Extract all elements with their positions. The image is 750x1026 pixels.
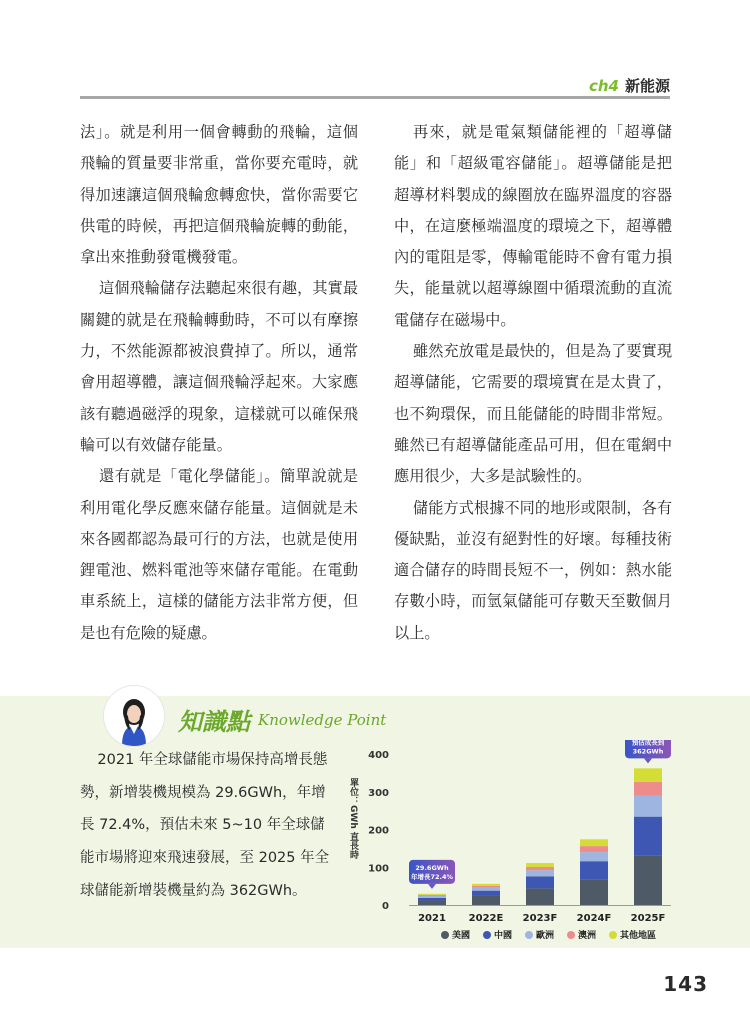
bar-segment-美國: [472, 896, 500, 905]
bar-segment-澳洲: [580, 846, 608, 852]
bar-segment-澳洲: [472, 886, 500, 888]
annotation-text: 預估成長到: [631, 740, 665, 747]
annotation-text: 29.6GWh: [415, 863, 449, 872]
paragraph: 儲能方式根據不同的地形或限制，各有優缺點，並沒有絕對性的好壞。每種技術適合儲存的時間長短不一，例如：熱水能存數小時，而氫氣儲能可存數天至數個月以上。: [394, 498, 672, 642]
annotation-text: 年增長72.4%: [410, 872, 454, 881]
bar-segment-其他地區: [418, 894, 446, 895]
bar-segment-美國: [526, 888, 554, 905]
bar-segment-歐洲: [526, 870, 554, 876]
annotation-pointer: [428, 884, 436, 889]
knowledge-point-subtitle: Knowledge Point: [258, 711, 387, 729]
bar-segment-美國: [418, 900, 446, 905]
legend-label: 歐洲: [536, 931, 555, 941]
legend-swatch: [525, 931, 533, 939]
annotation-text: 362GWh: [632, 747, 664, 756]
bar-segment-澳洲: [418, 895, 446, 896]
legend-swatch: [609, 931, 617, 939]
bar-segment-中國: [418, 898, 446, 901]
chapter-title: 新能源: [624, 77, 670, 95]
annotation-pointer: [644, 758, 652, 763]
storage-market-chart: [345, 740, 685, 952]
knowledge-point-text: [80, 744, 332, 908]
knowledge-point-title: 知識點: [178, 707, 250, 736]
bar-segment-中國: [526, 876, 554, 888]
paragraph: 這個飛輪儲存法聽起來很有趣，其實最關鍵的就是在飛輪轉動時，不可以有摩擦力，不然能源都被浪費掉了。所以，通常會用超導體，讓這個飛輪浮起來。大家應該有聽過磁浮的現象，這樣就可以確保飛輪可以有效儲存能量。: [80, 279, 358, 454]
x-tick-label: 2024F: [576, 913, 612, 924]
presenter-avatar: [103, 685, 165, 747]
legend-swatch: [567, 931, 575, 939]
bar-segment-中國: [472, 891, 500, 896]
y-tick-label: 100: [368, 863, 389, 875]
bar-segment-美國: [580, 879, 608, 905]
legend-swatch: [441, 931, 449, 939]
bar-segment-歐洲: [580, 852, 608, 861]
paragraph: 雖然充放電是最快的，但是為了要實現超導儲能，它需要的環境實在是太貴了，也不夠環保，而且能儲能的時間非常短。雖然已有超導儲能產品可用，但在電網中應用很少，大多是試驗性的。: [394, 342, 672, 486]
x-tick-label: 2021: [418, 913, 446, 924]
legend-label: 澳洲: [578, 931, 597, 941]
paragraph: 法」。就是利用一個會轉動的飛輪，這個飛輪的質量要非常重，當你要充電時，就得加速讓這個飛輪愈轉愈快，當你需要它供電的時候，再把這個飛輪旋轉的動能，拿出來推動發電機發電。: [80, 123, 358, 267]
paragraph: 再來，就是電氣類儲能裡的「超導儲能」和「超級電容儲能」。超導儲能是把超導材料製成的線圈放在臨界溫度的容器中，在這麼極端溫度的環境之下，超導體內的電阻是零，傳輸電能時不會有電力損失，能量就以超導線圈中循環流動的直流電儲存在磁場中。: [394, 123, 672, 329]
right-column: [394, 117, 672, 649]
bar-segment-中國: [634, 817, 662, 856]
x-tick-label: 2023F: [522, 913, 558, 924]
bar-segment-中國: [580, 861, 608, 879]
bar-segment-歐洲: [634, 796, 662, 817]
y-axis-label: 單位：GWh 直長時: [348, 778, 358, 859]
bar-segment-其他地區: [472, 884, 500, 886]
bar-segment-其他地區: [526, 863, 554, 867]
header-divider: [80, 96, 670, 99]
y-tick-label: 200: [368, 825, 389, 837]
paragraph: 還有就是「電化學儲能」。簡單說就是利用電化學反應來儲存能量。這個就是未來各國都認為最可行的方法，也就是使用鋰電池、燃料電池等來儲存電能。在電動車系統上，這樣的儲能方法非常方便，但是也有危險的疑慮。: [80, 467, 358, 642]
chapter-header: [589, 75, 670, 96]
bar-segment-澳洲: [526, 867, 554, 870]
legend-label: 中國: [494, 931, 513, 941]
x-tick-label: 2022E: [468, 913, 504, 924]
legend-label: 美國: [452, 931, 471, 941]
knowledge-point-paragraph: 2021 年全球儲能市場保持高增長態勢，新增裝機規模為 29.6GWh，年增長 72.4%，預估未來 5~10 年全球儲能市場將迎來飛速發展，至 2025 年全球儲能新增裝機量約為 362GWh。: [80, 752, 330, 899]
y-tick-label: 400: [368, 750, 389, 761]
left-column: [80, 117, 358, 649]
bar-segment-其他地區: [634, 768, 662, 782]
legend-swatch: [483, 931, 491, 939]
bar-segment-其他地區: [580, 839, 608, 846]
chapter-number: ch4: [588, 77, 619, 95]
stacked-bar-chart: [345, 740, 685, 952]
x-tick-label: 2025F: [630, 913, 666, 924]
y-tick-label: 300: [368, 787, 389, 799]
bar-segment-澳洲: [634, 782, 662, 796]
page-number: 143: [663, 972, 708, 996]
bar-segment-歐洲: [472, 888, 500, 891]
presenter-avatar-icon: [104, 686, 164, 746]
y-tick-label: 0: [382, 901, 389, 912]
bar-segment-美國: [634, 855, 662, 905]
bar-segment-歐洲: [418, 896, 446, 898]
legend-label: 其他地區: [620, 931, 657, 941]
